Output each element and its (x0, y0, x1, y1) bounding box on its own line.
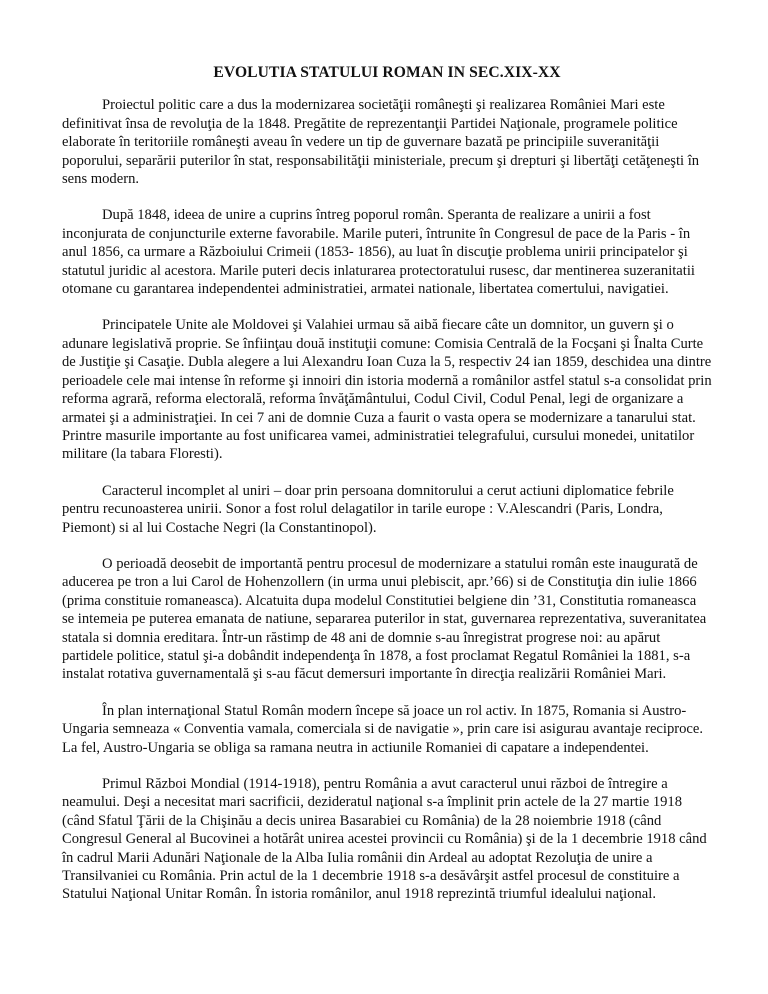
paragraph-world-war-one: Primul Război Mondial (1914-1918), pentru România a avut caracterul unui război de întregire a neamului. Deşi a necesitat mari sacrificii, dezideratul naţional s-a împlinit prin actele de la 27 martie 1918 (când Sfatul Ţării de la Chişinău a decis unirea Basarabiei cu România) de la 28 noiembrie 1918 (când Congresul General al Bucovinei a hotărât unirea acestei provincii cu România) şi de la 1 decembrie 1918 când în cadrul Marii Adunări Naţionale de la Alba Iulia românii din Ardeal au adoptat Rezoluţia de unire a Transilvaniei cu România. Prin actul de la 1 decembrie 1918 s-a desăvârşit astfel procesul de constituire a Statului Naţional Unitar Român. În istoria românilor, anul 1918 reprezintă triumful idealului naţional. (62, 776, 707, 903)
paragraph-international-plan: În plan internaţional Statul Român modern începe să joace un rol activ. In 1875, Romania si Austro-Ungaria semneaza « Conventia vamala, comerciala si de navigatie », prin care isi asigurau avantaje reciproce. La fel, Austro-Ungaria se obliga sa ramana neutra in actiunile Romaniei di capatare a independentei. (62, 702, 704, 756)
paragraph-united-principalities: Principatele Unite ale Moldovei şi Valahiei urmau să aibă fiecare câte un domnitor, un guvern şi o adunare legislativă proprie. Se înfiinţau două instituţii comune: Comisia Centrală de la Focşani şi Înalta Curte de Justiţie şi Casaţie. Dubla alegere a lui Alexandru Ioan Cuza la 5, respectiv 24 ian 1859, deschidea una dintre perioadele cele mai intense în reforme şi innoiri din istoria modernă a românilor astfel statul s-a consolidat prin reforma agrară, reforma electorală, reforma învăţământului, Codul Civil, Codul Penal, legi de organizare a armatei şi a administraţiei. In cei 7 ani de domnie Cuza a faurit o vasta opera se modernizare a tanarului stat. Printre masurile importante au fost unificarea vamei, administratiei telegrafului, cursului monedei, unitatilor militare (la tabara Floresti). (62, 317, 712, 463)
paragraph-carol-constitution: O perioadă deosebit de importantă pentru procesul de modernizare a statului român este inaugurată de aducerea pe tron a lui Carol de Hohenzollern (in urma unui plebiscit, apr.’66) si de Constituţia din iulie 1866 (prima constituie romaneasca). Alcatuita dupa modelul Constitutiei belgiene din ’31, Constitutia romaneasca se intemeia pe puterea emanata de natiune, separarea puterilor in stat, guvernarea reprezentativa, suveranitatea statala si domnia ereditara. Într-un răstimp de 48 ani de domnie s-au înregistrat progrese noi: au apărut partidele politice, statul şi-a dobândit independenţa în 1878, a fost proclamat Regatul României la 1881, s-a instalat rotativa guvernamentală şi s-au făcut demersuri importante în direcţia realizării României Mari. (62, 555, 707, 683)
paragraph-1848-revolution: Proiectul politic care a dus la modernizarea societăţii româneşti şi realizarea României Mari este definitivat însa de revoluţia de la 1848. Pregătite de reprezentanţii Partidei Naţionale, programele politice elaborate în teritoriile româneşti aveau în vedere un tip de guvernare bazată pe principiile suveranităţii poporului, separării puterilor în stat, responsabilităţii ministeriale, precum şi drepturi şi libertăţi cetăţeneşti în sens modern. (62, 97, 700, 188)
document-title: EVOLUTIA STATULUI ROMAN IN SEC.XIX-XX (213, 64, 561, 81)
document-page (62, 64, 712, 922)
paragraph-diplomatic-recognition: Caracterul incomplet al uniri – doar prin persoana domnitorului a cerut actiuni diplomatice febrile pentru recunoasterea unirii. Sonor a fost rolul delagatilor in tarile europe : V.Alescandri (Paris, Londra, Piemont) si al lui Costache Negri (la Constantinopol). (62, 482, 674, 536)
paragraph-union-idea: După 1848, ideea de unire a cuprins întreg poporul român. Speranta de realizare a unirii a fost inconjurata de conjuncturile externe favorabile. Marile puteri, întrunite în Congresul de pace de la Paris - în anul 1856, ca urmare a Războiului Crimeii (1853- 1856), au luat în discuţie problema unirii principatelor şi statutul juridic al acestora. Marile puteri decis inlaturarea protectoratului rusesc, dar mentinerea suzeranitatii otomane cu garantarea independentei administratiei, armatei nationale, libertatea comertului, navigatiei. (62, 207, 695, 298)
